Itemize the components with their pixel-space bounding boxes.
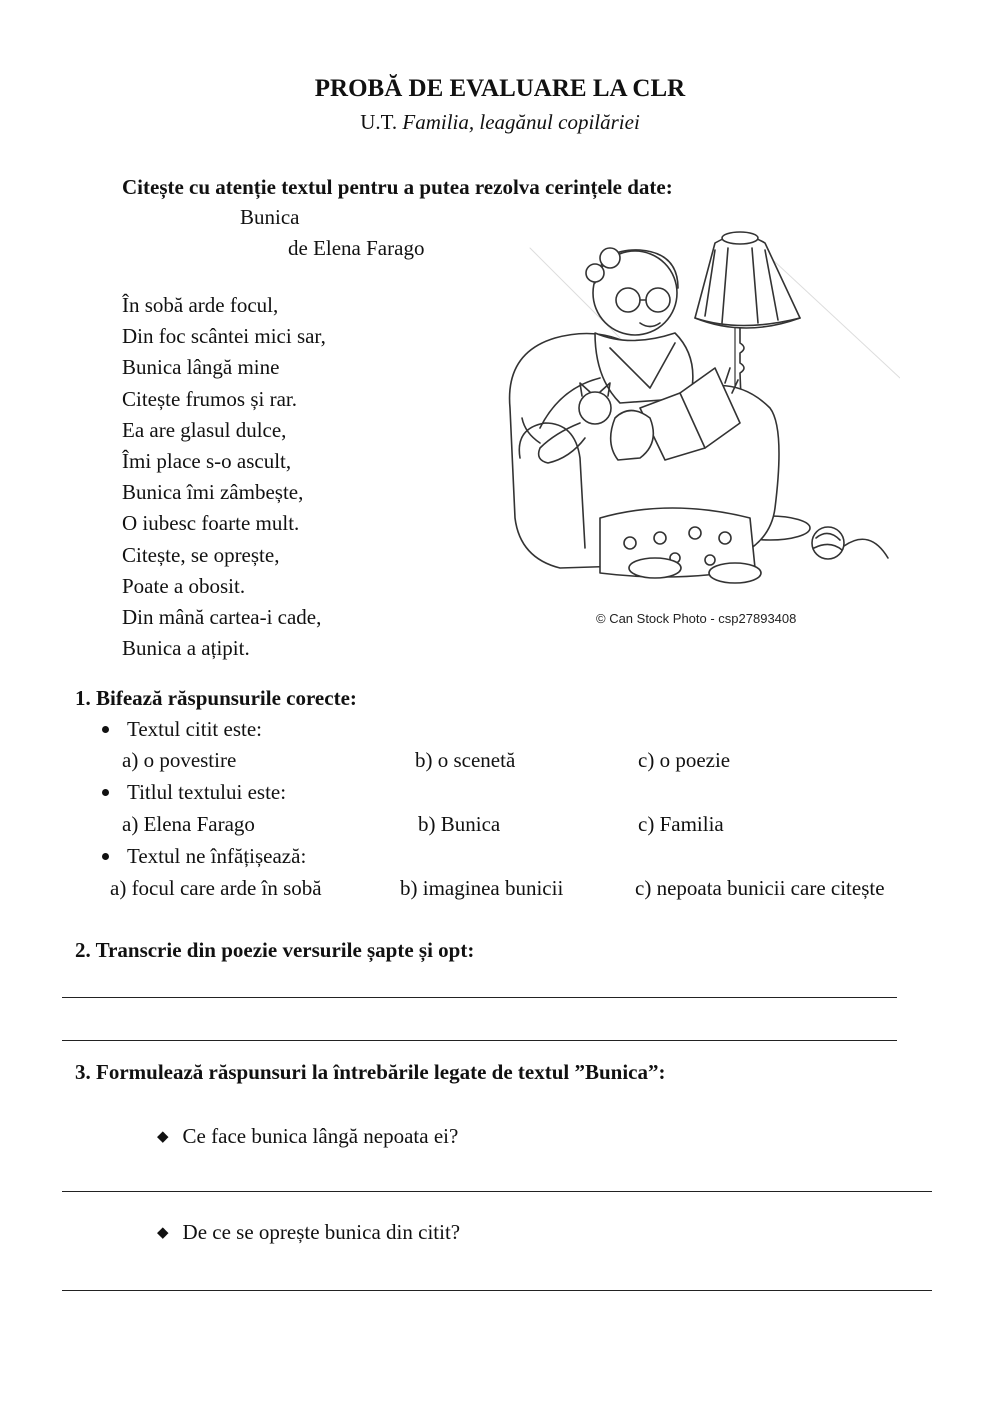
answer-line[interactable] bbox=[62, 1040, 897, 1041]
poem-line: Citește, se oprește, bbox=[122, 542, 280, 567]
q3-question-2-text: De ce se oprește bunica din citit? bbox=[182, 1220, 461, 1244]
image-credit: © Can Stock Photo - csp27893408 bbox=[596, 611, 797, 626]
q1-item-1-option-a[interactable]: a) o povestire bbox=[122, 748, 237, 772]
poem-line: Îmi place s-o ascult, bbox=[122, 448, 292, 473]
poem-line: O iubesc foarte mult. bbox=[122, 511, 300, 536]
diamond-bullet-icon: ◆ bbox=[157, 1225, 169, 1241]
poem-text bbox=[122, 290, 326, 664]
bullet-icon bbox=[102, 853, 109, 860]
poem-line: Citește frumos și rar. bbox=[122, 386, 297, 411]
bullet-icon bbox=[102, 726, 109, 733]
q3-heading: 3. Formulează răspunsuri la întrebările legate de textul ”Bunica”: bbox=[75, 1060, 666, 1084]
q1-item-3-option-b[interactable]: b) imaginea bunicii bbox=[400, 876, 564, 900]
unit-subtitle bbox=[0, 110, 1000, 135]
poem-author: de Elena Farago bbox=[288, 236, 425, 260]
poem-line: Poate a obosit. bbox=[122, 573, 246, 598]
poem-line: Din mână cartea-i cade, bbox=[122, 604, 322, 629]
q1-item-1-option-c[interactable]: c) o poezie bbox=[638, 748, 731, 772]
grandmother-reading-illustration bbox=[500, 228, 900, 628]
page-title: PROBĂ DE EVALUARE LA CLR bbox=[314, 75, 686, 102]
q1-item-2-option-c[interactable]: c) Familia bbox=[638, 812, 724, 836]
poem-line: Bunica îmi zâmbește, bbox=[122, 480, 304, 505]
bullet-icon bbox=[102, 789, 109, 796]
q1-item-2-prompt-text: Titlul textului este: bbox=[127, 780, 287, 804]
q1-item-2-prompt bbox=[102, 780, 286, 805]
q2-heading: 2. Transcrie din poezie versurile șapte și opt: bbox=[75, 938, 475, 962]
answer-line[interactable] bbox=[62, 1290, 932, 1291]
q1-item-3-option-c[interactable]: c) nepoata bunicii care citește bbox=[635, 876, 885, 900]
q1-item-2-option-a[interactable]: a) Elena Farago bbox=[122, 812, 255, 836]
poem-line: În sobă arde focul, bbox=[122, 293, 279, 317]
reading-instruction: Citește cu atenție textul pentru a putea rezolva cerințele date: bbox=[122, 175, 673, 199]
poem-line: Bunica a ațipit. bbox=[122, 636, 250, 661]
poem-line: Bunica lângă mine bbox=[122, 355, 280, 380]
answer-line[interactable] bbox=[62, 997, 897, 998]
answer-line[interactable] bbox=[62, 1191, 932, 1192]
q3-question-1-text: Ce face bunica lângă nepoata ei? bbox=[182, 1124, 459, 1148]
poem-line: Ea are glasul dulce, bbox=[122, 417, 287, 442]
q1-item-3-prompt bbox=[102, 844, 306, 869]
q3-question-1 bbox=[157, 1124, 458, 1149]
q1-item-3-option-a[interactable]: a) focul care arde în sobă bbox=[110, 876, 322, 900]
q1-item-2-option-b[interactable]: b) Bunica bbox=[418, 812, 501, 836]
q1-heading: 1. Bifează răspunsurile corecte: bbox=[75, 686, 357, 710]
diamond-bullet-icon: ◆ bbox=[157, 1129, 169, 1145]
q1-item-3-prompt-text: Textul ne înfățișează: bbox=[127, 844, 307, 868]
q1-item-1-option-b[interactable]: b) o scenetă bbox=[415, 748, 516, 772]
poem-line: Din foc scântei mici sar, bbox=[122, 324, 326, 349]
subtitle-unit-name: Familia, leagănul copilăriei bbox=[402, 110, 640, 134]
subtitle-prefix: U.T. bbox=[360, 110, 398, 134]
q1-item-1-prompt bbox=[102, 717, 262, 742]
q3-question-2 bbox=[157, 1220, 460, 1245]
poem-title: Bunica bbox=[240, 205, 300, 229]
q1-item-1-prompt-text: Textul citit este: bbox=[127, 717, 262, 741]
